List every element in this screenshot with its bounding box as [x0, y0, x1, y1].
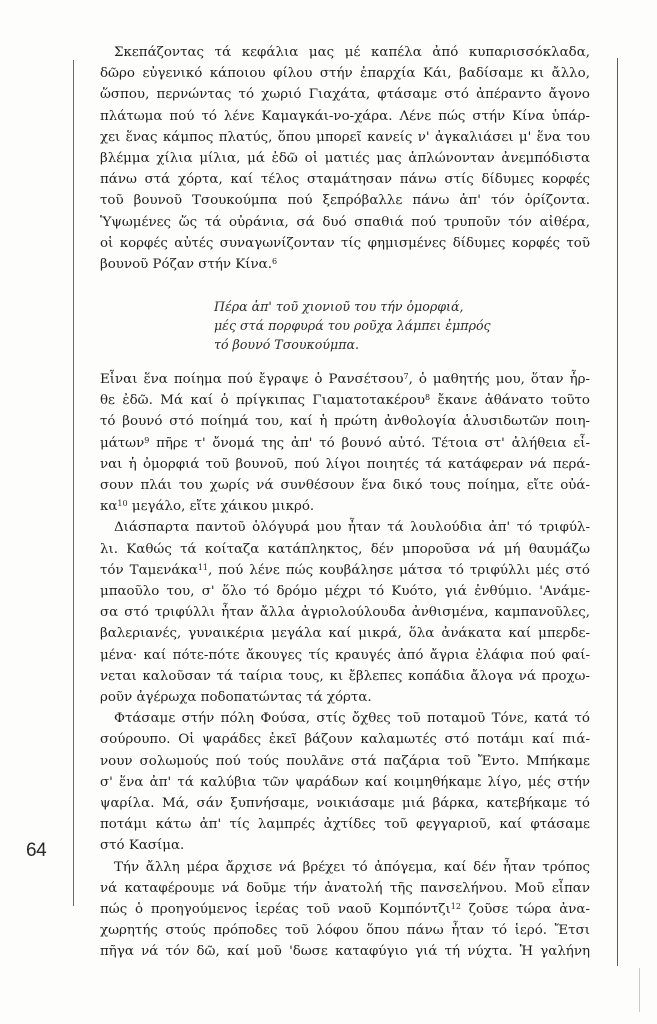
- text-line: στό Κασίμα.: [100, 838, 185, 854]
- text-line: ναι ἡ ὀμορφιά τοῦ βουνοῦ, πού λίγοι ποιητές τά κατάφεραν νά περά-: [100, 456, 590, 472]
- footnote-ref: 6: [271, 257, 278, 267]
- text-fragment: πῆρε τ' ὄνομά της ἀπ' τό βουνό αὐτό. Τέτοια στ' ἀλήθεια εἶ-: [149, 435, 590, 451]
- text-line: Ὑψωμένες ὥς τά οὐράνια, σά δυό σπαθιά πού τρυποῦν τόν αἰθέρα,: [100, 214, 590, 230]
- text-line: νεται καλοῦσαν τά ταίρια τους, κι ἔβλεπες κοπάδια ἄλογα νά προχω-: [100, 668, 590, 684]
- text-fragment: Εἶναι ἕνα ποίημα πού ἔγραψε ὁ Ρανσέτσου: [100, 372, 404, 387]
- text-line: μπαοῦλο του, σ' ὅλο τό δρόμο μέχρι τό Κυότο, γιά ἐνθύμιο. 'Ανάμε-: [100, 584, 590, 600]
- paragraph-2: [100, 369, 590, 517]
- text-line: [100, 496, 590, 517]
- text-line: χει ἕνας κάμπος πλατύς, ὅπου μπορεῖ κανείς ν' ἀγκαλιάσει μ' ἕνα του: [100, 129, 590, 145]
- text-fragment: βουνοῦ Ρόζαν στήν Κίνα.: [100, 257, 272, 273]
- text-fragment: τόν Ταμενάκα: [100, 562, 198, 578]
- text-line: [100, 390, 590, 411]
- footnote-ref: 12: [450, 902, 461, 912]
- text-fragment: πώς ὁ προηγούμενος ἱερέας τοῦ ναοῦ Κομπόντζι: [100, 902, 451, 918]
- text-fragment: μάτων: [100, 435, 145, 451]
- text-line: Διάσπαρτα παντοῦ ὁλόγυρά μου ἦταν τά λουλούδια ἀπ' τό τριφύλ-: [114, 520, 590, 536]
- text-line: τό βουνό στό ποίημά του, καί ἡ πρώτη ἀνθολογία ἁλυσιδωτῶν ποιη-: [100, 414, 590, 430]
- text-line: ροῦν ἀγέρωχα ποδοπατώντας τά χόρτα.: [100, 690, 372, 706]
- verse-quote: [214, 297, 491, 354]
- text-line: βαλεριανές, γυναικέρια μεγάλα καί μικρά, ὅλα ἀνάκατα καί μπερδε-: [100, 626, 590, 642]
- paragraph-3: [100, 517, 590, 708]
- footnote-ref: 7: [403, 372, 409, 381]
- verse-line: τό βουνό Τσουκούμπα.: [214, 337, 360, 352]
- text-line: Σκεπάζοντας τά κεφάλια μας μέ καπέλα ἀπό κυπαρισσόκλαδα,: [114, 45, 590, 60]
- text-fragment: θε ἐδῶ. Μά καί ὁ πρίγκιπας Γιαματοτακέρου: [100, 393, 426, 409]
- footnote-ref: 10: [117, 499, 128, 509]
- text-line: Τήν ἄλλη μέρα ἄρχισε νά βρέχει τό ἀπόγεμα, καί δέν ἦταν τρόπος: [114, 859, 590, 875]
- text-line: πλάτωμα πού τό λένε Καμαγκάι-νο-χάρα. Λένε πώς στήν Κίνα ὑπάρ-: [100, 108, 590, 124]
- paragraph-4: [100, 708, 590, 856]
- text-line: [100, 899, 590, 920]
- paragraph-5: [100, 857, 590, 963]
- text-line: νά καταφέρουμε νά δοῦμε τήν ἀνατολή τῆς πανσελήνου. Μοῦ εἶπαν: [100, 880, 590, 896]
- text-line: σούρουπο. Οἱ ψαράδες ἐκεῖ βάζουν καλαμωτές στό ποτάμι καί πιά-: [100, 732, 590, 748]
- text-line: οἱ κορφές αὐτές συναγωνίζονταν τίς φημισμένες δίδυμες κορφές τοῦ: [100, 235, 590, 251]
- page-number: 64: [26, 840, 47, 861]
- text-line: [100, 369, 590, 390]
- paragraph-1: [100, 42, 590, 275]
- text-line: [100, 560, 590, 581]
- text-line: [100, 433, 590, 454]
- right-margin-faint-mark: [639, 968, 640, 1012]
- footnote-ref: 8: [425, 393, 431, 403]
- text-line: ποτάμι κάτω ἀπ' τίς λαμπρές ἀχτίδες τοῦ φεγγαριοῦ, καί φτάσαμε: [100, 817, 590, 833]
- text-line: δῶρο εὐγενικό κάποιου φίλου στήν ἐπαρχία Κάι, βαδίσαμε κι ἄλλο,: [100, 66, 590, 82]
- text-line: λι. Καθώς τά κοίταζα κατάπληκτος, δέν μποροῦσα νά μή θαυμάζω: [100, 541, 590, 557]
- text-line: σ' ἕνα ἀπ' τά καλύβια τῶν ψαράδων καί κοιμηθήκαμε λίγο, μές στήν: [100, 774, 590, 790]
- verse-line: μές στά πορφυρά του ροῦχα λάμπει ἐμπρός: [214, 318, 491, 333]
- text-line: σουν πλάι του χωρίς νά συνθέσουν ἕνα δικό τους ποίημα, εἴτε οὐά-: [100, 478, 590, 494]
- right-margin-rule: [617, 58, 618, 966]
- text-line: μένα· καί πότε-πότε ἄκουγες τίς κραυγές ἀπό ἄγρια ἐλάφια πού φαί-: [100, 647, 590, 663]
- text-line: σα στό τριφύλλι ἦταν ἄλλα ἀγριολούλουδα ἀνθισμένα, καμπανοῦλες,: [100, 605, 590, 621]
- footnote-ref: 11: [197, 562, 209, 572]
- main-text: [100, 369, 590, 963]
- left-margin-rule: [73, 60, 74, 906]
- text-fragment: , πού λένε πώς κουβάλησε μάτσα τό τριφύλλι μές στό: [208, 562, 590, 578]
- text-line: [100, 254, 590, 275]
- footnote-ref: 9: [144, 435, 150, 445]
- text-fragment: κα: [100, 499, 118, 515]
- text-line: τοῦ βουνοῦ Τσουκούμπα πού ξεπρόβαλλε πάνω ἀπ' τόν ὁρίζοντα.: [100, 193, 590, 209]
- text-line: νουν σολωμούς πού τούς πουλᾶνε στά παζάρια τοῦ Ἔντο. Μπήκαμε: [100, 753, 590, 769]
- text-fragment: , ὁ μαθητής μου, ὅταν ἦρ-: [408, 372, 590, 387]
- verse-line: Πέρα ἀπ' τοῦ χιονιοῦ του τήν ὀμορφιά,: [214, 299, 464, 314]
- text-line: πῆγα νά τόν δῶ, καί μοῦ 'δωσε καταφύγιο γιά τή νύχτα. Ἡ γαλήνη: [100, 944, 590, 960]
- text-fragment: μεγάλο, εἴτε χάικου μικρό.: [127, 499, 315, 515]
- text-line: βλέμμα χίλια μίλια, μά ἐδῶ οἱ ματιές μας ἁπλώνονταν ἀνεμπόδιστα: [100, 151, 590, 167]
- text-fragment: ἔκανε ἀθάνατο τοῦτο: [430, 393, 590, 409]
- text-line: ψαρίλα. Μά, σάν ξυπνήσαμε, νοικιάσαμε μιά βάρκα, κατεβήκαμε τό: [100, 796, 590, 812]
- text-fragment: ζοῦσε τώρα ἀνα-: [460, 902, 590, 918]
- text-line: ὥσπου, περνώντας τό χωριό Γιαχάτα, φτάσαμε στό ἀπέραντο ἄγονο: [100, 87, 590, 103]
- text-line: χωρητής στούς πρόποδες τοῦ λόφου ὅπου πάνω ἦταν τό ἱερό. Ἔτσι: [100, 923, 590, 939]
- text-line: πάνω στά χόρτα, καί τέλος σταμάτησαν πάνω στίς δίδυμες κορφές: [100, 172, 590, 188]
- text-line: Φτάσαμε στήν πόλη Φούσα, στίς ὄχθες τοῦ ποταμοῦ Τόνε, κατά τό: [114, 711, 590, 727]
